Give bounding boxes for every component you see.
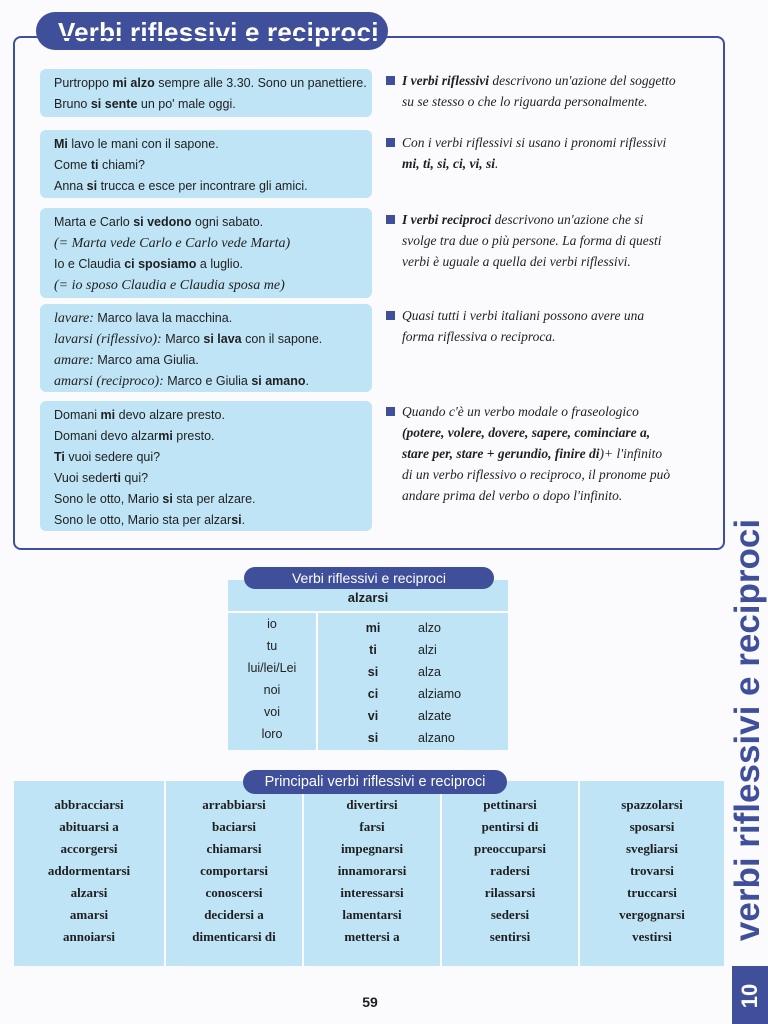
text-segment: Domani (54, 408, 101, 422)
verb-list-item: divertirsi (346, 797, 398, 812)
text-segment: stare per, stare + gerundio, finire di (402, 446, 600, 461)
text-line (54, 233, 372, 254)
text-line (402, 132, 716, 153)
section-title: Verbi riflessivi e reciproci (58, 17, 379, 47)
verb-list-table (14, 781, 724, 966)
verb-list-item: radersi (490, 863, 530, 878)
verb-list-item: lamentarsi (342, 907, 402, 922)
text-segment: (= io sposo Claudia e Claudia sposa me) (54, 278, 285, 293)
text-line (54, 405, 372, 426)
text-segment: Marta e Carlo (54, 215, 134, 229)
verb-form: alza (418, 665, 441, 679)
text-segment: su se stesso o che lo riguarda personalmente. (402, 94, 648, 109)
text-segment: Purtroppo (54, 76, 113, 90)
text-segment: qui? (120, 471, 149, 485)
subject-pronoun: noi (263, 683, 281, 697)
text-segment: Come (54, 158, 91, 172)
rule-text (402, 70, 716, 112)
text-segment: si vedono (133, 215, 192, 229)
verb-list-item: abbracciarsi (54, 797, 124, 812)
text-segment: descrivono un'azione del soggetto (489, 73, 676, 88)
text-line (402, 251, 716, 272)
text-segment: trucca e esce per incontrare gli amici. (97, 179, 308, 193)
text-segment: lavo le mani con il sapone. (67, 137, 219, 151)
subject-pronoun: voi (264, 705, 280, 719)
text-line (54, 254, 372, 275)
verb-list-title: Principali verbi riflessivi e reciproci (243, 770, 507, 794)
reflexive-pronoun: si (367, 665, 379, 679)
text-segment: Sono le otto, Mario sta per alzar (54, 513, 232, 527)
text-segment: di un verbo riflessivo o reciproco, il pronome può (402, 467, 671, 482)
verb-list-item: rilassarsi (484, 885, 536, 900)
subject-pronoun: lui/lei/Lei (247, 661, 297, 675)
square-bullet-icon (386, 311, 395, 320)
verb-list-item: chiamarsi (206, 841, 262, 856)
text-line (402, 91, 716, 112)
text-segment: amarsi (reciproco): (54, 374, 164, 389)
rule-item (386, 209, 716, 272)
square-bullet-icon (386, 215, 395, 224)
rule-text (402, 209, 716, 272)
text-line (54, 155, 372, 176)
text-line (54, 212, 372, 233)
text-line (54, 489, 372, 510)
table-divider (228, 611, 508, 613)
verb-list-item: preoccuparsi (474, 841, 546, 856)
text-segment: amare: (54, 353, 94, 368)
text-segment: Marco lava la macchina. (93, 311, 233, 325)
verb-list-column (166, 781, 302, 966)
verb-list-column (580, 781, 724, 966)
text-segment: verbi è uguale a quella dei verbi riflessivi. (402, 254, 631, 269)
text-segment: mi, ti, si, ci, vi, si (402, 156, 495, 171)
text-line (54, 350, 372, 371)
text-segment: . (305, 374, 309, 388)
text-line (54, 426, 372, 447)
text-segment: si (162, 492, 173, 506)
text-segment: . (495, 156, 499, 171)
text-line (402, 443, 716, 464)
chapter-number: 10 (737, 983, 762, 1009)
text-line (402, 70, 716, 91)
rule-text (402, 305, 716, 347)
verb-form: alzo (418, 621, 441, 635)
text-line (54, 329, 372, 350)
text-segment: Marco ama Giulia. (93, 353, 199, 367)
verb-list-item: vergognarsi (619, 907, 685, 922)
text-line (402, 485, 716, 506)
verb-list-item: svegliarsi (626, 841, 678, 856)
text-segment: Marco e Giulia (163, 374, 252, 388)
text-segment: mi (158, 429, 173, 443)
text-segment: svolge tra due o più persone. La forma di questi (402, 233, 662, 248)
text-segment: ci sposiamo (124, 257, 197, 271)
text-segment: si (231, 513, 242, 527)
rule-item (386, 70, 716, 112)
text-segment: ogni sabato. (191, 215, 264, 229)
text-segment: forma riflessiva o reciproca. (402, 329, 556, 344)
verb-list-item: alzarsi (70, 885, 108, 900)
verb-list-item: sposarsi (629, 819, 675, 834)
verb-list-item: conoscersi (205, 885, 263, 900)
text-segment: (potere, volere, dovere, sapere, cominciare a, (402, 425, 651, 440)
verb-list-item: accorgersi (60, 841, 118, 856)
text-segment: si sente (90, 97, 138, 111)
text-segment: mi (100, 408, 116, 422)
verb-list-item: baciarsi (211, 819, 257, 834)
text-segment: sempre alle 3.30. Sono un panettiere. (154, 76, 367, 90)
verb-form: alzano (418, 731, 455, 745)
text-segment: ti (90, 158, 99, 172)
page-number: 59 (362, 994, 378, 1010)
verb-list-item: farsi (359, 819, 385, 834)
verb-list-item: mettersi a (344, 929, 400, 944)
text-line (54, 308, 372, 329)
text-segment: I verbi reciproci (402, 212, 492, 227)
text-segment: Con i verbi riflessivi si usano i pronomi riflessivi (402, 135, 667, 150)
square-bullet-icon (386, 138, 395, 147)
text-segment: mi alzo (112, 76, 155, 90)
text-segment: si (86, 179, 98, 193)
rule-text (402, 401, 716, 506)
text-line (54, 176, 372, 197)
text-segment: si amano (251, 374, 306, 388)
text-segment: Ti (54, 450, 65, 464)
text-segment: Sono le otto, Mario (54, 492, 163, 506)
text-segment: Io e Claudia (54, 257, 125, 271)
reflexive-pronoun: ti (369, 643, 377, 657)
subject-pronoun: tu (266, 639, 278, 653)
conjugation-table (228, 580, 508, 750)
text-segment: presto. (172, 429, 215, 443)
text-segment: ti (113, 471, 121, 485)
text-line (54, 371, 372, 392)
text-segment: con il sapone. (241, 332, 323, 346)
verb-list-item: comportarsi (200, 863, 268, 878)
text-segment: lavarsi (riflessivo): (54, 332, 162, 347)
text-segment: Marco (161, 332, 204, 346)
text-line (402, 153, 716, 174)
verb-list-item: trovarsi (630, 863, 674, 878)
text-segment: Quando c'è un verbo modale o fraseologico (402, 404, 639, 419)
text-line (54, 275, 372, 296)
text-line (54, 447, 372, 468)
rule-text (402, 132, 716, 174)
verb-list-item: pentirsi di (481, 819, 539, 834)
reflexive-pronoun: mi (365, 621, 381, 635)
text-segment: chiami? (98, 158, 146, 172)
example-box (40, 130, 372, 198)
verb-list-item: innamorarsi (337, 863, 407, 878)
example-box (40, 208, 372, 298)
verb-list-item: abituarsi a (59, 819, 119, 834)
verb-form: alzi (418, 643, 437, 657)
text-segment: a luglio. (196, 257, 243, 271)
text-segment: (= Marta vede Carlo e Carlo vede Marta) (54, 236, 291, 251)
rule-item (386, 132, 716, 174)
text-line (402, 209, 716, 230)
text-line (402, 230, 716, 251)
verb-list-column (442, 781, 578, 966)
text-segment: Bruno (54, 97, 91, 111)
text-segment: Domani devo alzar (54, 429, 159, 443)
text-line (402, 422, 716, 443)
verb-list-item: annoiarsi (62, 929, 115, 944)
text-line (54, 73, 372, 94)
reflexive-pronoun: vi (367, 709, 379, 723)
square-bullet-icon (386, 76, 395, 85)
example-box (40, 401, 372, 531)
text-line (402, 326, 716, 347)
text-line (54, 94, 372, 115)
text-segment: Vuoi seder (54, 471, 114, 485)
text-segment: Anna (54, 179, 87, 193)
subject-pronoun: io (267, 617, 277, 631)
text-segment: vuoi sedere qui? (64, 450, 161, 464)
text-segment: lavare: (54, 311, 94, 326)
verb-list-item: vestirsi (632, 929, 672, 944)
verb-list-item: interessarsi (340, 885, 404, 900)
text-segment: andare prima del verbo o dopo l'infinito. (402, 488, 623, 503)
conjugation-title: Verbi riflessivi e reciproci (244, 567, 494, 589)
text-segment: Mi (54, 137, 68, 151)
verb-list-item: truccarsi (627, 885, 677, 900)
conjugation-verb: alzarsi (347, 590, 389, 605)
subject-pronoun: loro (261, 727, 283, 741)
rule-item (386, 305, 716, 347)
verb-list-item: sedersi (490, 907, 530, 922)
verb-form: alzate (418, 709, 452, 723)
text-line (402, 305, 716, 326)
verb-list-column (304, 781, 440, 966)
example-box (40, 304, 372, 392)
verb-list-item: sentirsi (489, 929, 531, 944)
text-segment: . (241, 513, 246, 527)
rule-item (386, 401, 716, 506)
text-line (54, 510, 372, 531)
text-segment: )+ l'infinito (599, 446, 663, 461)
text-line (54, 468, 372, 489)
square-bullet-icon (386, 407, 395, 416)
text-segment: un po' male oggi. (137, 97, 236, 111)
text-segment: devo alzare presto. (115, 408, 225, 422)
text-segment: descrivono un'azione che si (491, 212, 644, 227)
verb-list-item: pettinarsi (483, 797, 537, 812)
verb-list-item: arrabbiarsi (202, 797, 266, 812)
verb-list-item: spazzolarsi (621, 797, 683, 812)
example-box (40, 69, 372, 117)
text-segment: I verbi riflessivi (402, 73, 489, 88)
verb-list-item: impegnarsi (340, 841, 404, 856)
text-line (402, 401, 716, 422)
text-line (54, 134, 372, 155)
verb-list-column (14, 781, 164, 966)
text-segment: Quasi tutti i verbi italiani possono avere una (402, 308, 645, 323)
reflexive-pronoun: si (367, 731, 379, 745)
verb-list-item: addormentarsi (47, 863, 131, 878)
text-segment: sta per alzare. (172, 492, 256, 506)
verb-list-item: dimenticarsi di (192, 929, 276, 944)
verb-list-item: amarsi (69, 907, 109, 922)
verb-list-item: decidersi a (204, 907, 264, 922)
table-divider (316, 612, 318, 750)
text-segment: si lava (203, 332, 242, 346)
reflexive-pronoun: ci (367, 687, 379, 701)
chapter-side-title: verbi riflessivi e reciproci (728, 518, 767, 942)
verb-form: alziamo (418, 687, 462, 701)
text-line (402, 464, 716, 485)
